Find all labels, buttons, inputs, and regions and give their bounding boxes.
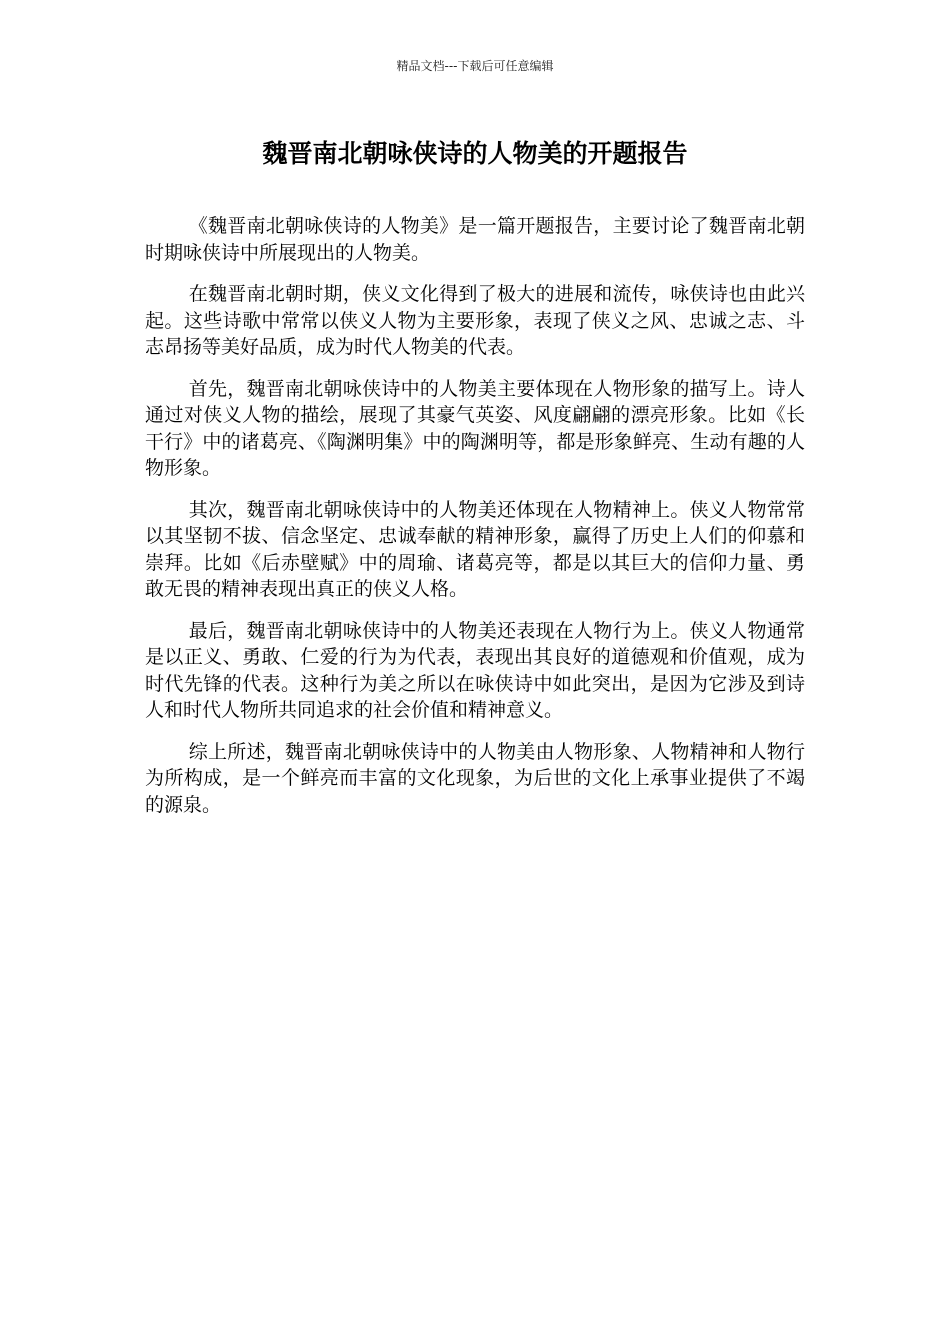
- paragraph-background: 在魏晋南北朝时期，侠义文化得到了极大的进展和流传，咏侠诗也由此兴起。这些诗歌中常常以侠义人物为主要形象，表现了侠义之风、忠诚之志、斗志昂扬等美好品质，成为时代人物美的代表。: [145, 283, 805, 358]
- document-body: [145, 213, 805, 833]
- document-title: 魏晋南北朝咏侠诗的人物美的开题报告: [262, 139, 688, 168]
- header-note: 精品文档---下载后可任意编辑: [396, 59, 554, 73]
- paragraph-second-point: 其次，魏晋南北朝咏侠诗中的人物美还体现在人物精神上。侠义人物常常以其坚韧不拔、信念坚定、忠诚奉献的精神形象，赢得了历史上人们的仰慕和崇拜。比如《后赤壁赋》中的周瑜、诸葛亮等，都是以其巨大的信仰力量、勇敢无畏的精神表现出真正的侠义人格。: [145, 498, 805, 600]
- paragraph-first-point: 首先，魏晋南北朝咏侠诗中的人物美主要体现在人物形象的描写上。诗人通过对侠义人物的描绘，展现了其豪气英姿、风度翩翩的漂亮形象。比如《长干行》中的诸葛亮、《陶渊明集》中的陶渊明等，都是形象鲜亮、生动有趣的人物形象。: [145, 377, 805, 479]
- paragraph-intro: 《魏晋南北朝咏侠诗的人物美》是一篇开题报告，主要讨论了魏晋南北朝时期咏侠诗中所展现出的人物美。: [145, 215, 805, 264]
- paragraph-third-point: 最后，魏晋南北朝咏侠诗中的人物美还表现在人物行为上。侠义人物通常是以正义、勇敢、仁爱的行为为代表，表现出其良好的道德观和价值观，成为时代先锋的代表。这种行为美之所以在咏侠诗中如此突出，是因为它涉及到诗人和时代人物所共同追求的社会价值和精神意义。: [145, 619, 805, 721]
- paragraph-conclusion: 综上所述，魏晋南北朝咏侠诗中的人物美由人物形象、人物精神和人物行为所构成，是一个鲜亮而丰富的文化现象，为后世的文化上承事业提供了不竭的源泉。: [145, 740, 805, 816]
